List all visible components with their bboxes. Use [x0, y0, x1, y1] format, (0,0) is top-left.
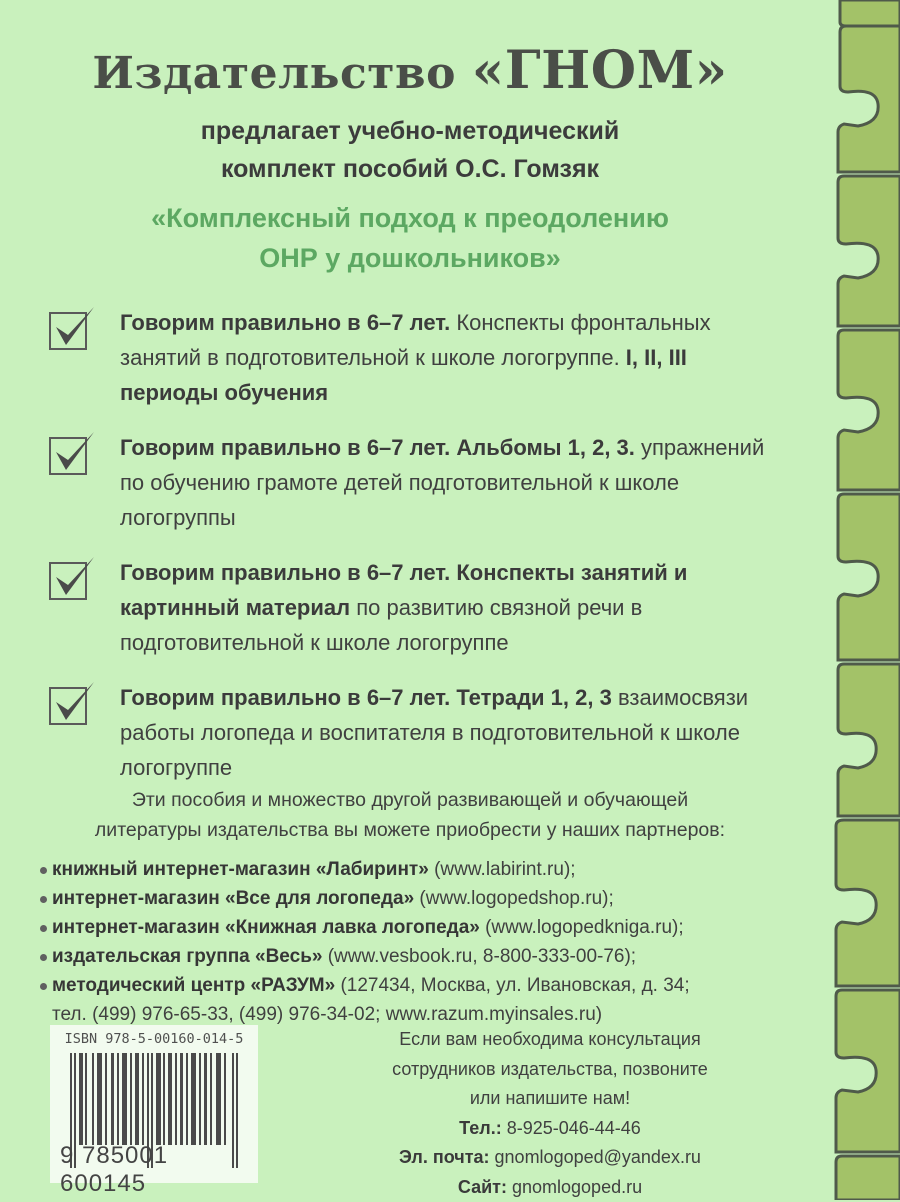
product-title: Говорим правильно в 6–7 лет. Тетради 1, 2, 3: [120, 685, 612, 710]
partners-list: [40, 855, 780, 1029]
publisher-name: «ГНОМ»: [472, 40, 728, 101]
bullet-icon: [40, 896, 47, 903]
site-label: Сайт:: [458, 1177, 507, 1197]
barcode-digits: 9 785001 600145: [60, 1142, 258, 1198]
partners-intro-line-2: литературы издательства вы можете приобрести у наших партнеров:: [40, 815, 780, 845]
partner-name: интернет-магазин «Все для логопеда»: [52, 888, 414, 909]
contact-site: [300, 1173, 800, 1202]
bullet-icon: [40, 983, 47, 990]
bullet-icon: [40, 867, 47, 874]
publisher-title: [0, 40, 820, 101]
publisher-prefix: Издательство: [92, 48, 456, 99]
series-line-2: ОНР у дошкольников»: [0, 238, 820, 278]
product-title: Говорим правильно в 6–7 лет. Конспекты занятий и картинный материал: [120, 560, 687, 620]
partner-item: [40, 913, 780, 942]
partner-item: [40, 942, 780, 971]
contact-line-2: сотрудников издательства, позвоните: [300, 1055, 800, 1085]
partner-details: (www.labirint.ru);: [429, 859, 576, 880]
product-title: Говорим правильно в 6–7 лет. Альбомы 1, 2, 3.: [120, 435, 635, 460]
product-item: [48, 680, 768, 785]
contact-phone: [300, 1114, 800, 1144]
phone-value[interactable]: 8-925-046-44-46: [502, 1118, 641, 1138]
product-desc: по развитию связной речи в подготовительной к школе логогруппе: [120, 595, 642, 655]
partner-item: [40, 855, 780, 884]
phone-label: Тел.:: [459, 1118, 502, 1138]
partner-details: (www.vesbook.ru, 8-800-333-00-76);: [322, 946, 636, 967]
partner-details: (www.logopedshop.ru);: [414, 888, 614, 909]
checkbox-checked-icon: [48, 305, 100, 353]
partner-details: (127434, Москва, ул. Ивановская, д. 34;: [335, 975, 689, 996]
checkbox-checked-icon: [48, 680, 100, 728]
partner-name: методический центр «РАЗУМ»: [52, 975, 335, 996]
isbn-label: ISBN 978-5-00160-014-5: [50, 1031, 258, 1047]
partners-intro: [40, 785, 780, 845]
partners-intro-line-1: Эти пособия и множество другой развивающей и обучающей: [40, 785, 780, 815]
series-title: [0, 198, 820, 278]
product-item: [48, 305, 768, 410]
partner-item: [40, 884, 780, 913]
contact-line-3: или напишите нам!: [300, 1084, 800, 1114]
product-item: [48, 430, 768, 535]
series-line-1: «Комплексный подход к преодолению: [0, 198, 820, 238]
product-item: [48, 555, 768, 660]
partner-details-continued: тел. (499) 976-65-33, (499) 976-34-02; www.razum.myinsales.ru): [40, 1000, 780, 1029]
product-title-extra: I, II, III периоды обучения: [120, 345, 687, 405]
product-desc: взаимосвязи работы логопеда и воспитателя в подготовительной к школе логогруппе: [120, 685, 748, 780]
product-desc: упражнений по обучению грамоте детей подготовительной к школе логогруппы: [120, 435, 764, 530]
product-list: [48, 305, 768, 785]
partner-name: книжный интернет-магазин «Лабиринт»: [52, 859, 429, 880]
partners-section: [40, 785, 780, 1029]
product-title: Говорим правильно в 6–7 лет.: [120, 310, 450, 335]
puzzle-strip-decoration: [818, 0, 900, 1200]
product-desc: Конспекты фронтальных занятий в подготовительной к школе логогруппе.: [120, 310, 711, 370]
partner-item: [40, 971, 780, 1000]
contact-section: [300, 1025, 800, 1202]
email-label: Эл. почта:: [399, 1147, 489, 1167]
contact-line-1: Если вам необходима консультация: [300, 1025, 800, 1055]
site-value[interactable]: gnomlogoped.ru: [507, 1177, 642, 1197]
offer-line-1: предлагает учебно-методический: [0, 112, 820, 150]
offer-text: [0, 112, 820, 188]
isbn-barcode: [50, 1025, 258, 1183]
contact-email: [300, 1143, 800, 1173]
partner-name: издательская группа «Весь»: [52, 946, 322, 967]
partner-name: интернет-магазин «Книжная лавка логопеда»: [52, 917, 480, 938]
checkbox-checked-icon: [48, 430, 100, 478]
bullet-icon: [40, 954, 47, 961]
email-value[interactable]: gnomlogoped@yandex.ru: [490, 1147, 701, 1167]
checkbox-checked-icon: [48, 555, 100, 603]
bullet-icon: [40, 925, 47, 932]
partner-details: (www.logopedkniga.ru);: [480, 917, 684, 938]
offer-line-2: комплект пособий О.С. Гомзяк: [0, 150, 820, 188]
